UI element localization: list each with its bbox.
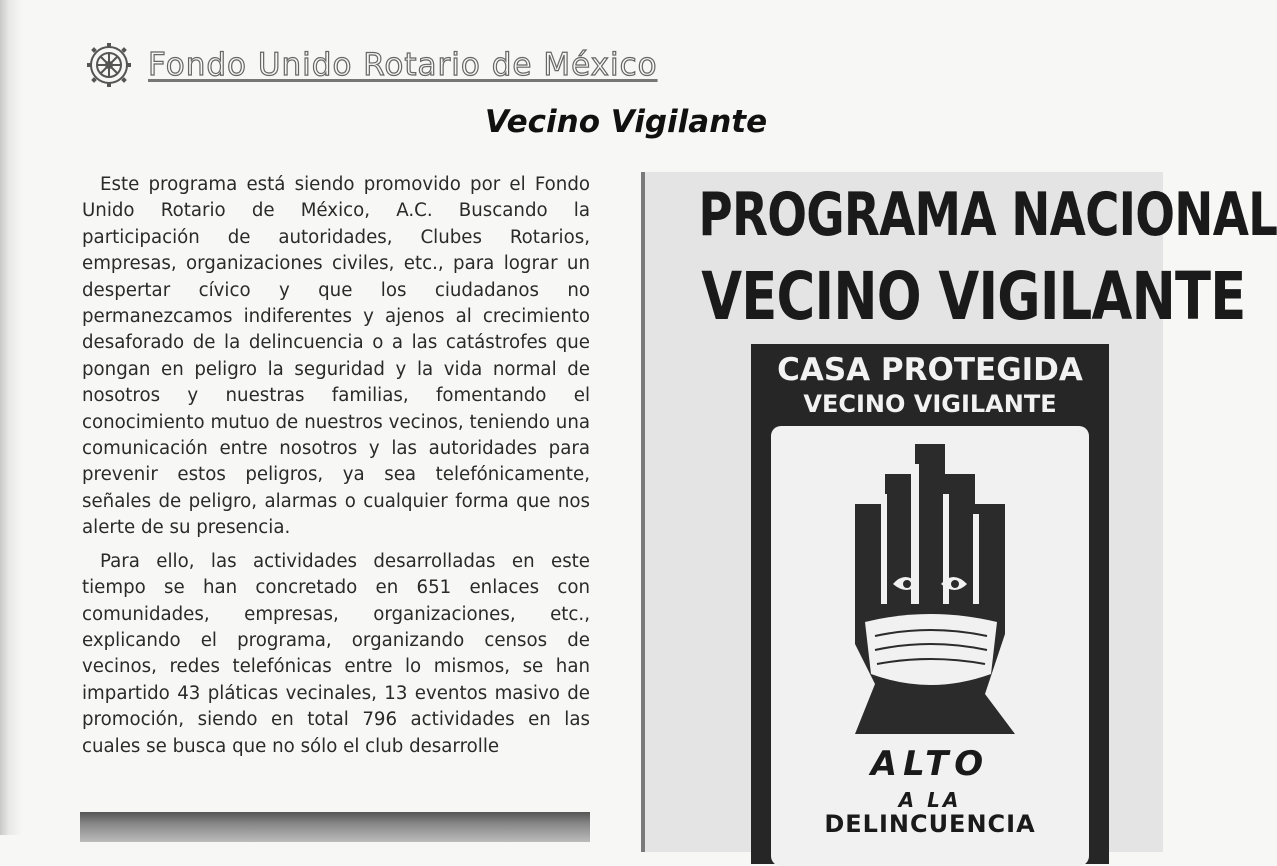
poster-headline: PROGRAMA NACIONAL	[698, 180, 1277, 250]
sign-title: CASA PROTEGIDA	[777, 352, 1083, 388]
poster-photo	[641, 172, 1277, 852]
article-title: Vecino Vigilante	[484, 104, 768, 140]
a-la-text: A LA	[898, 788, 962, 812]
alto-text: ALTO	[870, 744, 990, 784]
bottom-photo-edge	[80, 812, 590, 842]
delincuencia-text: DELINCUENCIA	[824, 810, 1036, 838]
protected-house-sign	[751, 344, 1109, 864]
sign-subtitle: VECINO VIGILANTE	[803, 390, 1057, 418]
article-body	[82, 172, 590, 767]
photo-edge	[641, 172, 645, 852]
article-paragraph-1: Este programa está siendo promovido por el Fondo Unido Rotario de México, A.C. Buscando la participación de autoridades, Clubes Rotarios, empresas, organizaciones civiles, etc., para lograr un despertar cívico y que los ciudadanos no permanezcamos indiferentes y ajenos al crecimiento desaforado de la delincuencia o a las catástrofes que pongan en peligro la seguridad y la vida normal de nosotros y nuestras familias, fomentando el conocimiento mutuo de nuestros vecinos, teniendo una comunicación entre nosotros y las autoridades para prevenir estos peligros, ya sea telefónicamente, señales de peligro, alarmas o cualquier forma que nos alerte de su presencia.	[82, 174, 590, 539]
poster-subheadline: VECINO VIGILANTE	[701, 258, 1246, 335]
sign-panel	[771, 426, 1089, 866]
organization-name: Fondo Unido Rotario de México	[148, 47, 658, 83]
page-header	[86, 40, 658, 90]
article-paragraph-2: Para ello, las actividades desarrolladas en este tiempo se han concretado en 651 enlaces con comunidades, empresas, organizaciones, etc., explicando el programa, organizando censos de vecinos, redes telefónicas entre lo mismos, se han impartido 43 pláticas vecinales, 13 eventos masivo de promoción, siendo en total 796 actividades en las cuales se busca que no sólo el club desarrolle	[82, 550, 590, 757]
rotary-wheel-icon	[86, 42, 132, 88]
masked-hand-icon	[815, 434, 1045, 734]
